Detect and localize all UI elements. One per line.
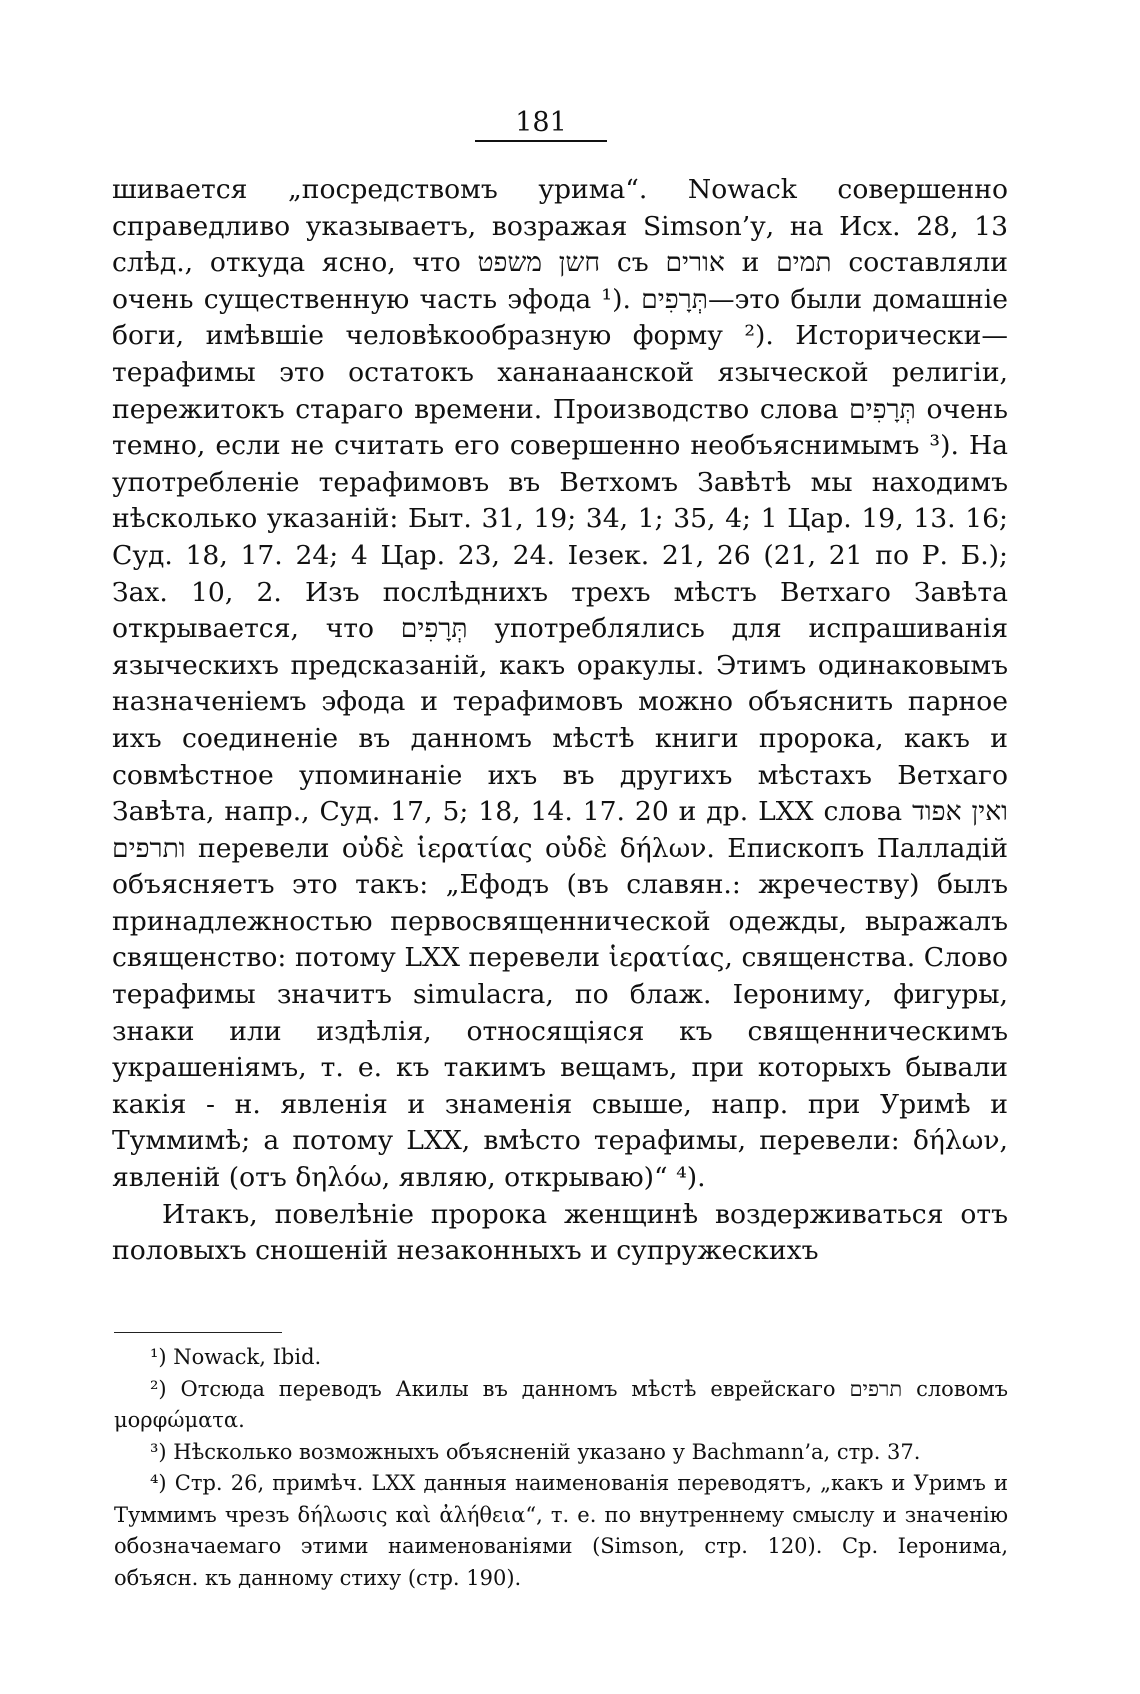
footnote-1: ¹) Nowack, Ibid.	[150, 1345, 322, 1369]
paragraph-continued: шивается „посредствомъ урима“. Nowack совершенно справедливо указываетъ, возражая Simson’у, на Исх. 28, 13 слѣд., откуда ясно, что חשן משפט съ אורים и תמים составляли очень существенную часть эфода ¹). תְּרָפִים—это были домашніе боги, имѣвшіе человѣкообразную форму ²). Исторически—терафимы это остатокъ хананаанской языческой религіи, пережитокъ стараго времени. Производство слова תְּרָפִים очень темно, если не считать его совершенно необъяснимымъ ³). На употребленіе терафимовъ въ Ветхомъ Завѣтѣ мы находимъ нѣсколько указаній: Быт. 31, 19; 34, 1; 35, 4; 1 Цар. 19, 13. 16; Суд. 18, 17. 24; 4 Цар. 23, 24. Іезек. 21, 26 (21, 21 по Р. Б.); Зах. 10, 2. Изъ послѣднихъ трехъ мѣстъ Ветхаго Завѣта открывается, что תְּרָפִים употреблялись для испрашиванія языческихъ предсказаній, какъ оракулы. Этимъ одинаковымъ назначеніемъ эфода и терафимовъ можно объяснить парное ихъ соединеніе въ данномъ мѣстѣ книги пророка, какъ и совмѣстное упоминаніе ихъ въ другихъ мѣстахъ Ветхаго Завѣта, напр., Суд. 17, 5; 18, 14. 17. 20 и др. LXX слова ואין אפוד ותרפים перевели οὐδὲ ἱερατίας οὐδὲ δήλων. Епископъ Палладій объясняетъ это такъ: „Ефодъ (въ славян.: жречеству) былъ принадлежностью первосвященнической одежды, выражалъ священство: потому LXX перевели ἱερατίας, священства. Слово терафимы значитъ simulacra, по блаж. Іерониму, фигуры, знаки или издѣлія, относящіяся къ священническимъ украшеніямъ, т. е. къ такимъ вещамъ, при которыхъ бывали какія - н. явленія и знаменія свыше, напр. при Уримѣ и Туммимѣ; а потому LXX, вмѣсто терафимы, перевели: δήλων, явленій (отъ δηλόω, являю, открываю)“ ⁴).	[112, 174, 1008, 1194]
paragraph-new: Итакъ, повелѣніе пророка женщинѣ воздерживаться отъ половыхъ сношеній незаконныхъ и супружескихъ	[112, 1198, 1008, 1267]
footnote-3: ³) Нѣсколько возможныхъ объясненій указано у Bachmann’a, стр. 37.	[150, 1439, 921, 1464]
page-number: 181	[475, 106, 607, 142]
footnote-divider	[114, 1332, 282, 1333]
footnotes	[114, 1342, 1008, 1594]
main-text	[112, 172, 1008, 1270]
footnote-2: ²) Отсюда переводъ Акилы въ данномъ мѣстѣ еврейскаго תרפים словомъ μορφώματα.	[114, 1376, 1008, 1432]
footnote-4: ⁴) Стр. 26, примѣч. LXX данныя наименованія переводятъ, „какъ и Уримъ и Туммимъ чрезъ δήλωσις καὶ ἀλήθεια“, т. е. по внутреннему смыслу и значенію обозначаемаго этими наименованіями (Simson, стр. 120). Ср. Іеронима, объясн. къ данному стиху (стр. 190).	[114, 1471, 1008, 1590]
